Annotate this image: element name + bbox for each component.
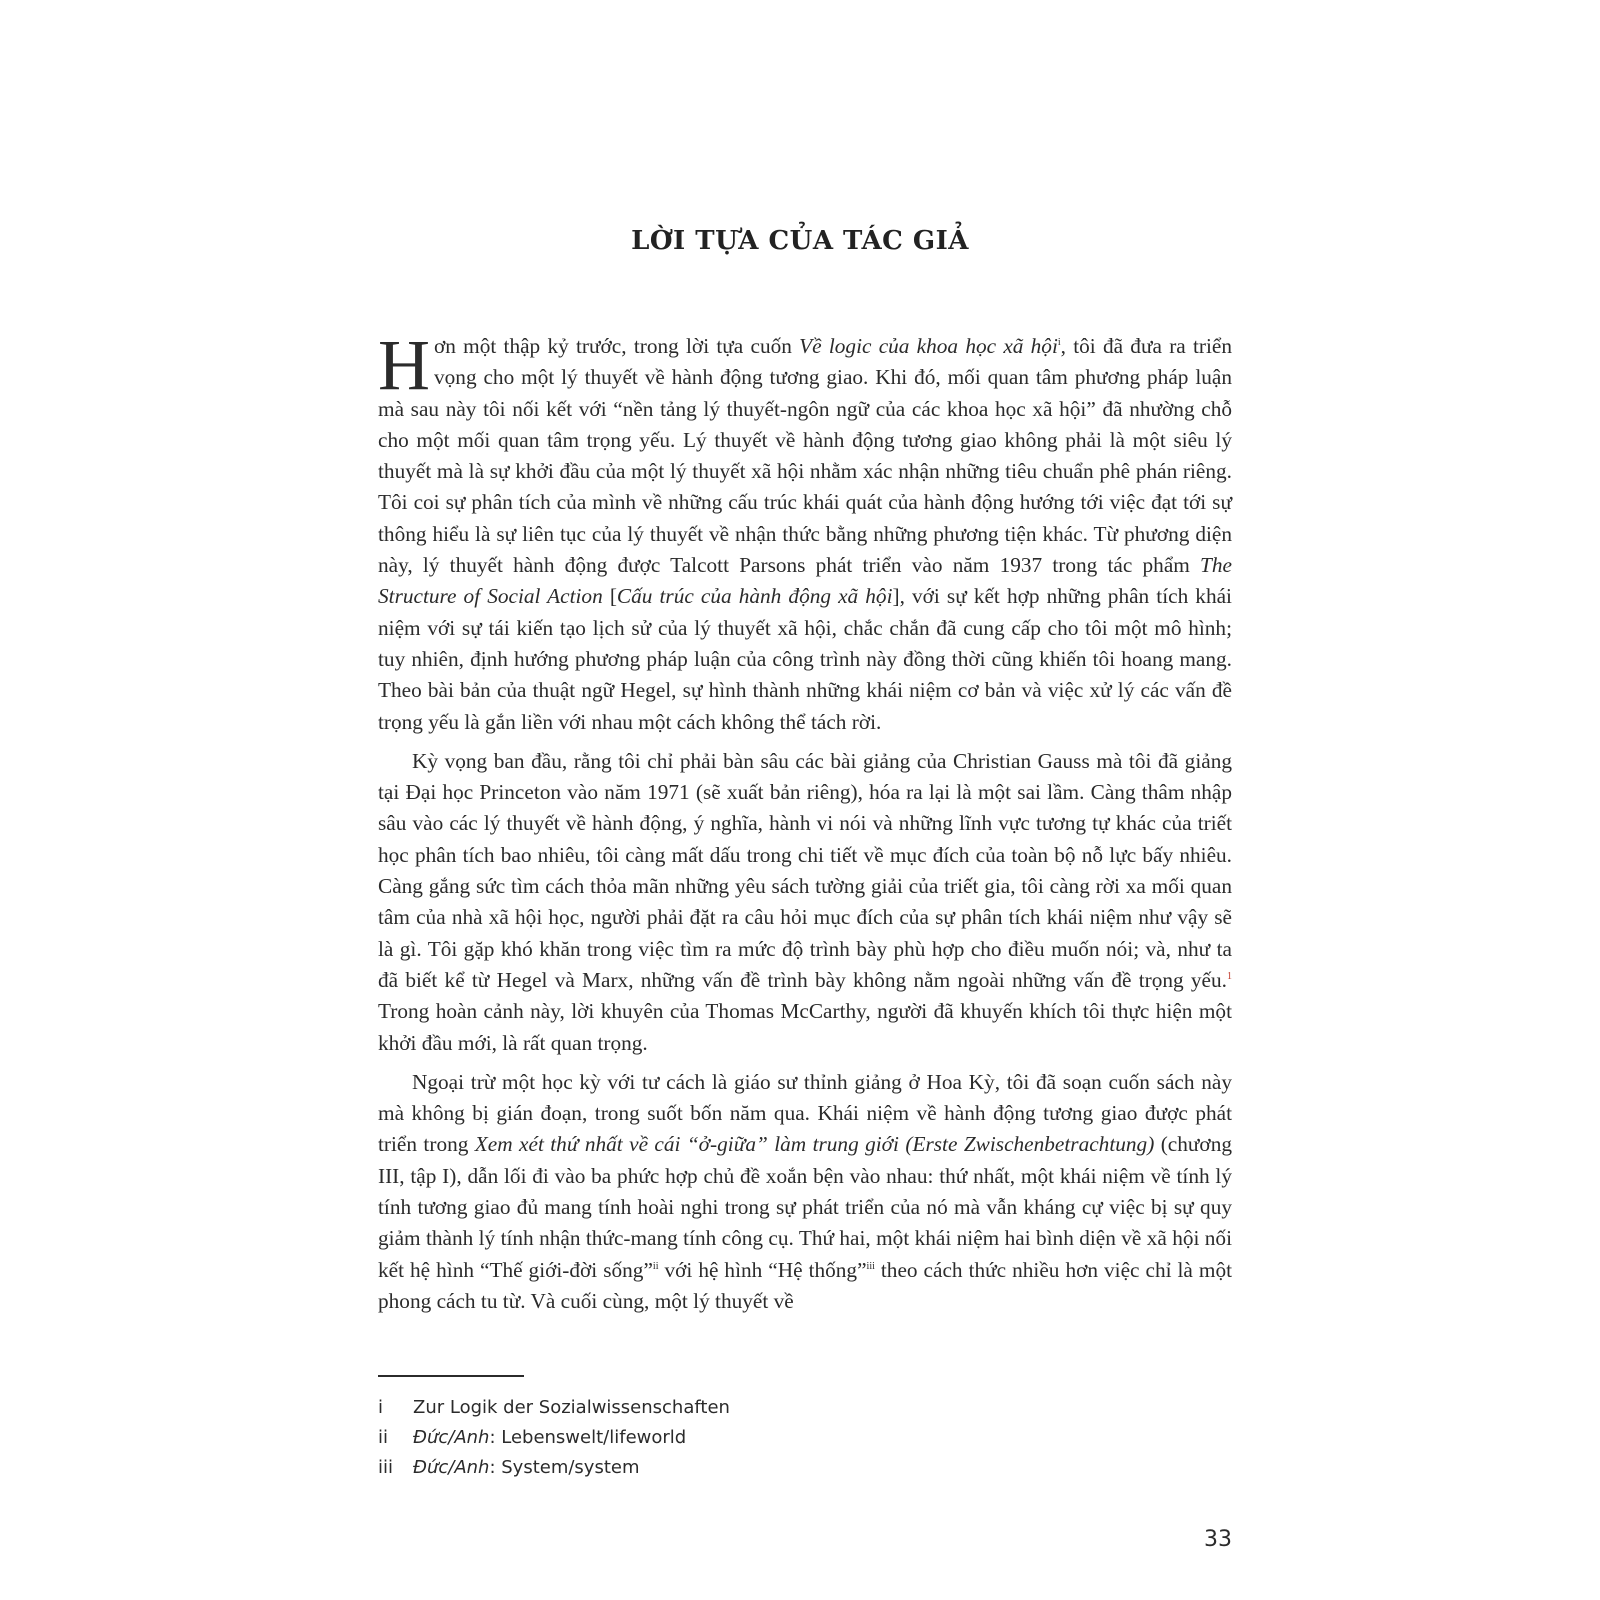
footnote-body: : System/system [489, 1457, 640, 1478]
paragraph-2 [378, 746, 1232, 1059]
page-number: 33 [1204, 1527, 1232, 1552]
text-run: , tôi đã đưa ra triển vọng cho một lý thuyết về hành động tương giao. Khi đó, mối quan tâm phương pháp luận mà sau này tôi nối kết với “nền tảng lý thuyết-ngôn ngữ của các khoa học xã hội” đã nhường chỗ cho một mối quan tâm trọng yếu. Lý thuyết về hành động tương giao không phải là một siêu lý thuyết mà là sự khởi đầu của một lý thuyết xã hội nhằm xác nhận những tiêu chuẩn phê phán riêng. Tôi coi sự phân tích của mình về những cấu trúc khái quát của hành động hướng tới việc đạt tới sự thông hiểu là sự liên tục của lý thuyết về nhận thức bằng những phương tiện khác. Từ phương diện này, lý thuyết hành động được Talcott Parsons phát triển vào năm 1937 trong tác phẩm [378, 334, 1233, 578]
footnote-divider [378, 1375, 524, 1377]
footnote-lang: Đức/Anh [413, 1457, 490, 1478]
text-run: Kỳ vọng ban đầu, rằng tôi chỉ phải bàn sâu các bài giảng của Christian Gauss mà tôi đã giảng tại Đại học Princeton vào năm 1971 (sẽ xuất bản riêng), hóa ra lại là một sai lầm. Càng thâm nhập sâu vào các lý thuyết về hành động, ý nghĩa, hành vi nói và những lĩnh vực tương tự khác của triết học phân tích bao nhiêu, tôi càng mất dấu trong chi tiết về mục đích của toàn bộ nỗ lực bấy nhiêu. Càng gắng sức tìm cách thỏa mãn những yêu sách tường giải của triết gia, tôi càng rời xa mối quan tâm của nhà xã hội học, người phải đặt ra câu hỏi mục đích của sự phân tích khái niệm như vậy sẽ là gì. Tôi gặp khó khăn trong việc tìm ra mức độ trình bày phù hợp cho điều muốn nói; và, như ta đã biết kể từ Hegel và Marx, những vấn đề trình bày không nằm ngoài những vấn đề trọng yếu. [378, 748, 1232, 992]
text-run: theo cách thức nhiều hơn việc chỉ là một phong cách tu từ. Và cuối cùng, một lý thuyết về [378, 1257, 1233, 1313]
footnote-text [413, 1453, 640, 1483]
footnote-text [413, 1423, 686, 1453]
text-run: Trong hoàn cảnh này, lời khuyên của Thomas McCarthy, người đã khuyến khích tôi thực hiện một khởi đầu mới, là rất quan trọng. [378, 999, 1232, 1055]
italic-book-title: Về logic của khoa học xã hội [799, 334, 1058, 358]
body-text [378, 325, 1233, 1325]
footnotes [378, 1393, 1078, 1483]
footnote-text [413, 1393, 730, 1423]
endnote-ref: 1 [1227, 970, 1232, 982]
footnote-ref: iii [866, 1260, 875, 1272]
italic-book-title: Cấu trúc của hành động xã hội [616, 584, 893, 609]
italic-section-title: Xem xét thứ nhất về cái “ở-giữa” làm trung giới (Erste Zwischenbetrachtung) [474, 1132, 1155, 1157]
footnote-ref: i [1057, 336, 1061, 348]
text-run: (chương III, tập I), dẫn lối đi vào ba phức hợp chủ đề xoắn bện vào nhau: thứ nhất, một khái niệm về tính lý tính tương giao đủ mang tính hoài nghi trong sự phát triển của nó mà vẫn kháng cự việc bị sự quy giảm thành lý tính nhận thức-mang tính công cụ. Thứ hai, một khái niệm hai bình diện về xã hội nối kết hệ hình “Thế giới-đời sống” [378, 1132, 1232, 1282]
footnote-item [378, 1453, 1078, 1483]
footnote-mark: iii [378, 1457, 394, 1478]
text-run: ơn một thập kỷ trước, trong lời tựa cuốn [434, 334, 800, 358]
text-run: [ [602, 584, 617, 609]
footnote-ref: ii [652, 1260, 659, 1272]
paragraph-1 [378, 325, 1233, 738]
footnote-body: Zur Logik der Sozialwissenschaften [413, 1397, 730, 1418]
footnote-item [378, 1393, 1078, 1423]
text-run: Ngoại trừ một học kỳ với tư cách là giáo sư thỉnh giảng ở Hoa Kỳ, tôi đã soạn cuốn sách này mà không bị gián đoạn, trong suốt bốn năm qua. Khái niệm về hành động tương giao được phát triển trong [378, 1069, 1232, 1157]
paragraph-3 [378, 1067, 1232, 1317]
italic-book-title: The Structure of Social Action [378, 553, 1232, 609]
footnote-item [378, 1423, 1078, 1453]
footnote-lang: Đức/Anh [413, 1427, 490, 1448]
footnote-mark: ii [378, 1427, 389, 1448]
footnote-mark: i [378, 1397, 384, 1418]
text-run: ], với sự kết hợp những phân tích khái niệm với sự tái kiến tạo lịch sử của lý thuyết xã hội, chắc chắn đã cung cấp cho tôi một mô hình; tuy nhiên, định hướng phương pháp luận của công trình này đồng thời cũng khiến tôi hoang mang. Theo bài bản của thuật ngữ Hegel, sự hình thành những khái niệm cơ bản và việc xử lý các vấn đề trọng yếu là gắn liền với nhau một cách không thể tách rời. [378, 584, 1232, 734]
footnote-body: : Lebenswelt/lifeworld [489, 1427, 687, 1448]
drop-cap: H [378, 325, 430, 405]
chapter-title: LỜI TỰA CỦA TÁC GIẢ [631, 226, 969, 256]
text-run: với hệ hình “Hệ thống” [658, 1257, 867, 1282]
